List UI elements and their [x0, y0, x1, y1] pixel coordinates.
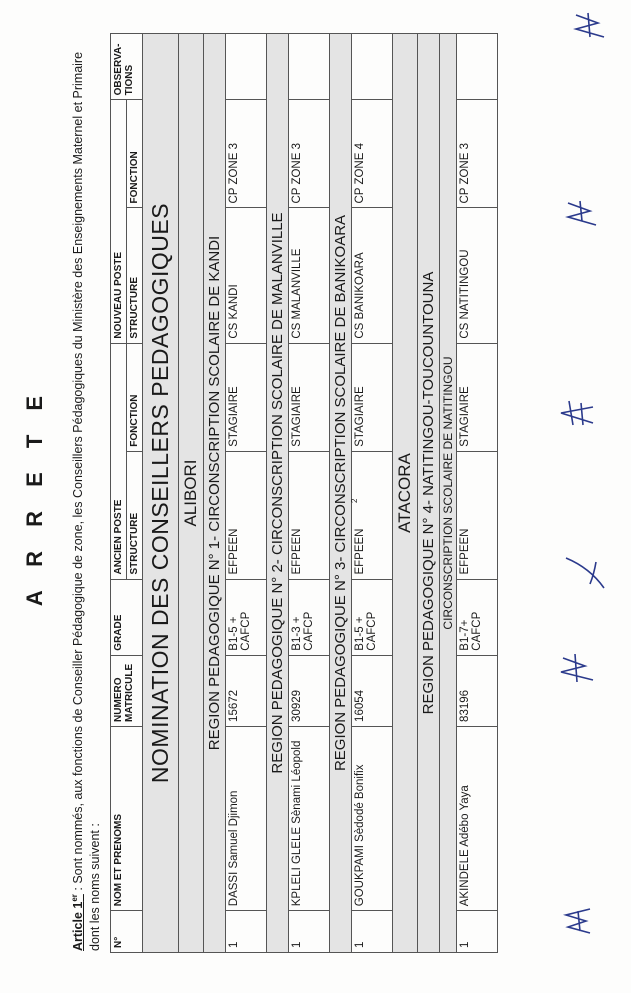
article-text: : Sont nommés, aux fonctions de Conseiller Pédagogique de zone, les Conseillers Pédagogiques du Ministère des Enseignements Maternel et Primaire dont les noms suivent : [71, 51, 103, 951]
cell-old-fonction: STAGIAIRE [226, 343, 267, 451]
initials-mark [555, 648, 600, 688]
table-row [457, 34, 498, 953]
cell-grade: B1-5 + CAFCP [352, 579, 393, 655]
department-alibori: ALIBORI [179, 34, 204, 953]
region-banikoara: REGION PEDAGOGIQUE N° 3- CIRCONSCRIPTION SCOLAIRE DE BANIKOARA [330, 34, 352, 953]
initials-mark [560, 901, 600, 941]
document-title: A R R E T E [22, 386, 47, 607]
region-kandi: REGION PEDAGOGIQUE N° 1- CIRCONSCRIPTION SCOLAIRE DE KANDI [204, 34, 226, 953]
nominations-table [110, 33, 498, 953]
cell-name: DASSI Samuel Djimon [226, 726, 267, 910]
cell-new-structure: CS MALANVILLE [289, 208, 330, 343]
header-num: N° [111, 911, 143, 953]
initials-mark [570, 7, 610, 43]
header-nouveau-poste: NOUVEAU POSTE [111, 100, 127, 343]
header-name: NOM ET PRENOMS [111, 726, 143, 910]
cell-new-fonction: CP ZONE 4 [352, 100, 393, 208]
cell-old-structure: EFPEEN [289, 451, 330, 579]
header-matricule: NUMERO MATRICULE [111, 655, 143, 726]
circonscription-natitingou: CIRCONSCRIPTION SCOLAIRE DE NATITINGOU [440, 34, 457, 953]
cell-matricule: 15672 [226, 655, 267, 726]
cell-new-structure: CS BANIKOARA [352, 208, 393, 343]
cell-grade: B1-3 + CAFCP [289, 579, 330, 655]
article-1 [66, 51, 104, 951]
initials-mark [555, 393, 600, 433]
initials-mark [560, 548, 610, 598]
cell-new-fonction: CP ZONE 3 [457, 100, 498, 208]
initials-mark [560, 193, 605, 233]
header-new-structure: STRUCTURE [127, 208, 143, 343]
cell-name: AKINDELE Adébo Yaya [457, 726, 498, 910]
table-row [289, 34, 330, 953]
cell-old-structure: EFPEEN [352, 451, 393, 579]
cell-old-structure: EFPEEN [226, 451, 267, 579]
cell-observations [457, 34, 498, 100]
cell-matricule: 16054 [352, 655, 393, 726]
cell-name: GOUKPAMI Sèdodé Bonifix [352, 726, 393, 910]
header-grade: GRADE [111, 579, 143, 655]
cell-observations [289, 34, 330, 100]
header-observations: OBSERVA-TIONS [111, 34, 143, 100]
header-new-fonction: FONCTION [127, 100, 143, 208]
cell-num: 1 [352, 911, 393, 953]
cell-num: 1 [289, 911, 330, 953]
cell-old-fonction: STAGIAIRE [352, 343, 393, 451]
cell-observations [226, 34, 267, 100]
header-ancien-poste: ANCIEN POSTE [111, 343, 127, 579]
cell-new-structure: CS NATITINGOU [457, 208, 498, 343]
cell-name: KPLELI GLELE Sènami Léopold [289, 726, 330, 910]
department-atacora: ATACORA [393, 34, 418, 953]
cell-grade: B1-7+ CAFCP [457, 579, 498, 655]
cell-num: 1 [457, 911, 498, 953]
cell-new-fonction: CP ZONE 3 [226, 100, 267, 208]
cell-grade: B1-5 + CAFCP [226, 579, 267, 655]
page-number: 2 [350, 498, 359, 503]
header-old-fonction: FONCTION [127, 343, 143, 451]
table-row [352, 34, 393, 953]
cell-new-structure: CS KANDI [226, 208, 267, 343]
cell-new-fonction: CP ZONE 3 [289, 100, 330, 208]
region-natitingou: REGION PEDAGOGIQUE N° 4- NATITINGOU-TOUCOUNTOUNA [418, 34, 440, 953]
table-row [226, 34, 267, 953]
cell-old-structure: EFPEEN [457, 451, 498, 579]
cell-observations [352, 34, 393, 100]
cell-matricule: 30929 [289, 655, 330, 726]
main-title-band: NOMINATION DES CONSEILLERS PEDAGOGIQUES [143, 34, 179, 953]
header-row-1 [111, 34, 127, 953]
cell-old-fonction: STAGIAIRE [289, 343, 330, 451]
cell-num: 1 [226, 911, 267, 953]
article-label: Article 1er [70, 894, 86, 951]
region-malanville: REGION PEDAGOGIQUE N° 2- CIRCONSCRIPTION SCOLAIRE DE MALANVILLE [267, 34, 289, 953]
cell-old-fonction: STAGIAIRE [457, 343, 498, 451]
header-old-structure: STRUCTURE [127, 451, 143, 579]
cell-matricule: 83196 [457, 655, 498, 726]
